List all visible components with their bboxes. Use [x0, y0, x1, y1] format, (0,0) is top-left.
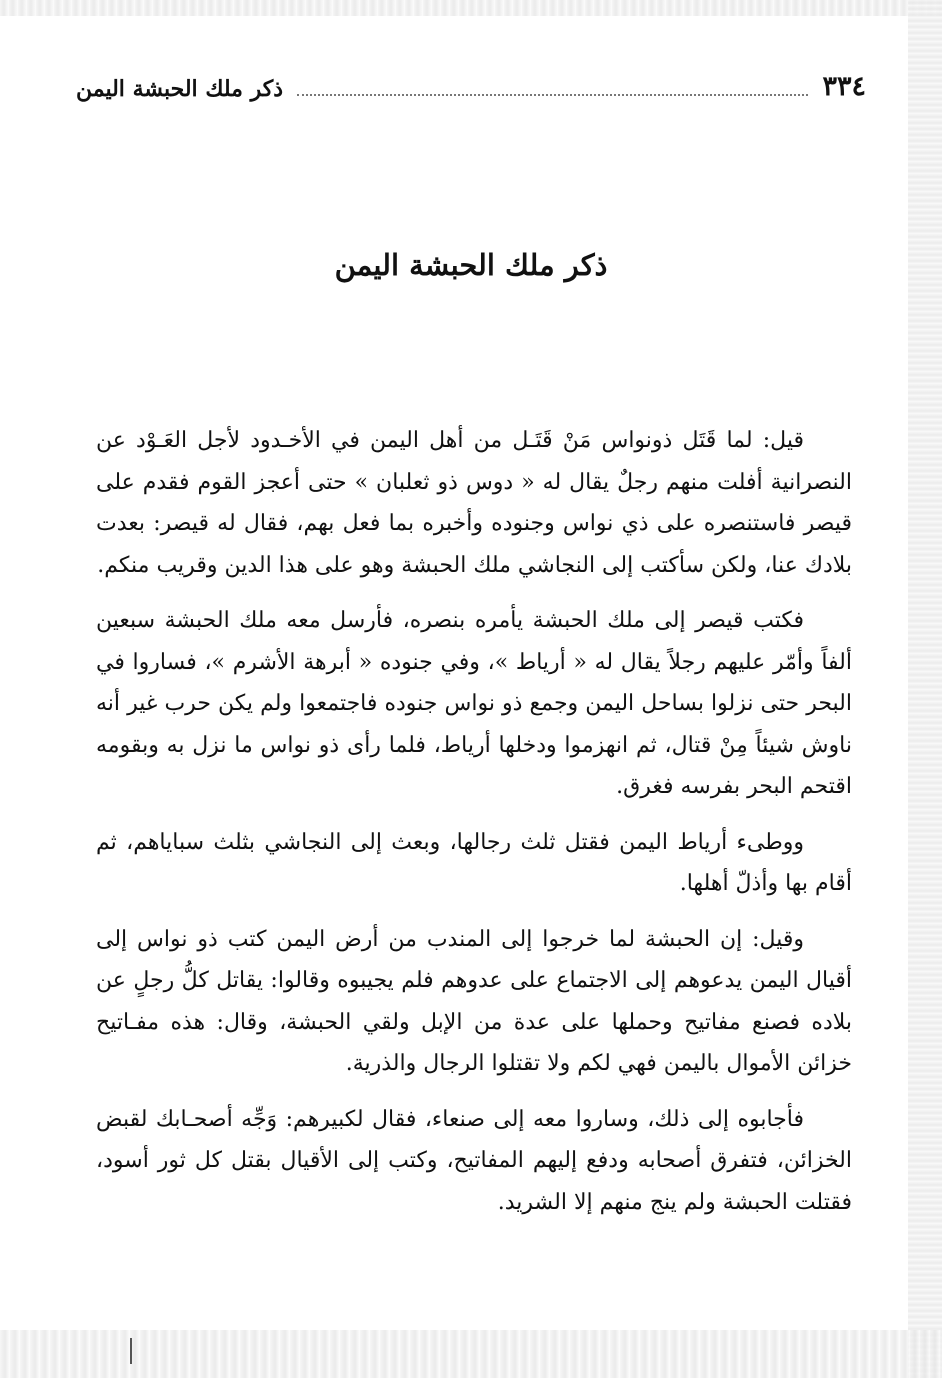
paragraph-4: وقيل: إن الحبشة لما خرجوا إلى المندب من أرض اليمن كتب ذو نواس إلى أقيال اليمن يدعوهم إلى الاجتماع على عدوهم فلم يجيبوه وقالوا: يقاتل كلُّ رجلٍ عن بلاده فصنع مفاتيح وحملها على عدة من الإبل ولقي الحبشة، وقال: هذه مفـاتيح خزائن الأموال باليمن فهي لكم ولا تقتلوا الرجال والذرية.	[96, 926, 852, 1076]
scan-edge-bottom	[0, 1330, 942, 1378]
scan-edge-top	[0, 0, 942, 16]
paragraph-5: فأجابوه إلى ذلك، وساروا معه إلى صنعاء، فقال لكبيرهم: وَجِّه أصحـابك لقبض الخزائن، فتفرق أصحابه ودفع إليهم المفاتيح، وكتب إلى الأقيال بقتل كل ثور أسود، فقتلت الحبشة ولم ينج منهم إلا الشريد.	[96, 1106, 852, 1215]
chapter-title: ذكر ملك الحبشة اليمن	[334, 248, 608, 282]
paragraph-2: فكتب قيصر إلى ملك الحبشة يأمره بنصره، فأرسل معه ملك الحبشة سبعين ألفاً وأمّر عليهم رجلاً يقال له « أرياط »، وفي جنوده « أبرهة الأشرم »، فساروا في البحر حتى نزلوا بساحل اليمن وجمع ذو نواس جنوده فاجتمعوا ولم يكن حرب غير أنه ناوش شيئاً مِنْ قتال، ثم انهزموا ودخلها أرياط، فلما رأى ذو نواس ما نزل به وبقومه اقتحم البحر بفرسه فغرق.	[96, 608, 852, 799]
body-text	[96, 420, 852, 1237]
running-title: ذكر ملك الحبشة اليمن	[76, 76, 283, 102]
scan-edge-right	[908, 0, 942, 1378]
paragraph-3: ووطىء أرياط اليمن فقتل ثلث رجالها، وبعث إلى النجاشي بثلث سباياهم، ثم أقام بها وأذلّ أهلها.	[96, 829, 852, 896]
header-dotted-rule	[297, 94, 808, 96]
page-number: ٣٣٤	[822, 71, 866, 102]
page-header	[76, 64, 866, 104]
margin-tick-mark	[130, 1338, 132, 1364]
paragraph-1: قيل: لما قَتَل ذونواس مَنْ قَتَـل من أهل اليمن في الأخـدود لأجل العَـوْد عن النصرانية أفلت منهم رجلٌ يقال له « دوس ذو ثعلبان » حتى أعجز القوم فقدم على قيصر فاستنصره على ذي نواس وجنوده وأخبره بما فعل بهم، فقال له قيصر: بعدت بلادك عنا، ولكن سأكتب إلى النجاشي ملك الحبشة وهو على هذا الدين وقريب منكم.	[96, 428, 852, 578]
